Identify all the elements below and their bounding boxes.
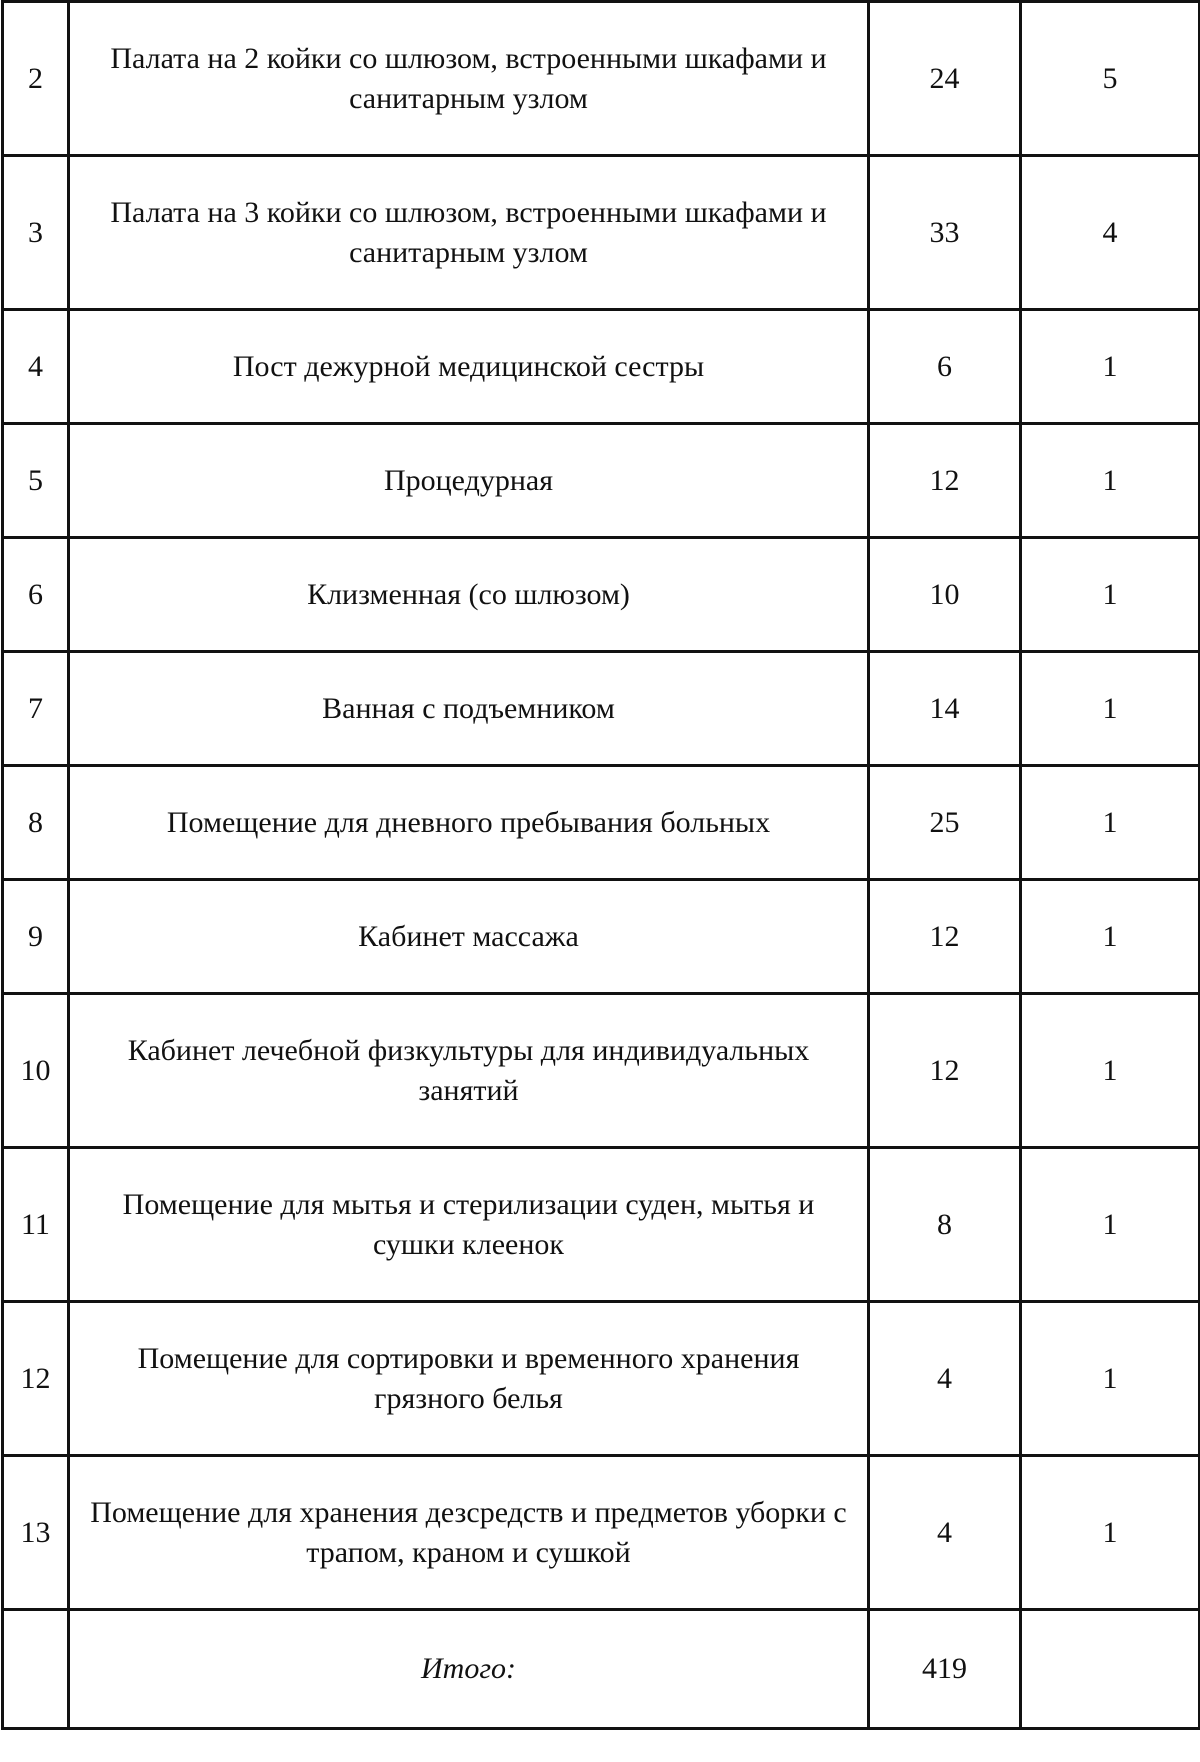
room-area: 4 xyxy=(869,1302,1021,1456)
table-row xyxy=(3,2,1200,156)
table-row xyxy=(3,1148,1200,1302)
room-area: 12 xyxy=(869,424,1021,538)
room-count: 1 xyxy=(1021,1302,1200,1456)
row-number: 3 xyxy=(3,156,69,310)
room-area: 8 xyxy=(869,1148,1021,1302)
room-name: Помещение для дневного пребывания больных xyxy=(69,766,869,880)
room-name: Палата на 3 койки со шлюзом, встроенными шкафами и санитарным узлом xyxy=(69,156,869,310)
row-number: 12 xyxy=(3,1302,69,1456)
room-count: 1 xyxy=(1021,652,1200,766)
room-area: 25 xyxy=(869,766,1021,880)
row-number: 6 xyxy=(3,538,69,652)
row-number: 7 xyxy=(3,652,69,766)
row-number: 4 xyxy=(3,310,69,424)
room-area: 12 xyxy=(869,880,1021,994)
table-row xyxy=(3,766,1200,880)
room-count: 5 xyxy=(1021,2,1200,156)
row-number: 2 xyxy=(3,2,69,156)
table-row xyxy=(3,310,1200,424)
room-name: Ванная с подъемником xyxy=(69,652,869,766)
room-count: 4 xyxy=(1021,156,1200,310)
room-count: 1 xyxy=(1021,1148,1200,1302)
total-count xyxy=(1021,1610,1200,1729)
room-name: Помещение для сортировки и временного хранения грязного белья xyxy=(69,1302,869,1456)
total-row xyxy=(3,1610,1200,1729)
total-number xyxy=(3,1610,69,1729)
room-count: 1 xyxy=(1021,994,1200,1148)
row-number: 10 xyxy=(3,994,69,1148)
room-name: Палата на 2 койки со шлюзом, встроенными шкафами и санитарным узлом xyxy=(69,2,869,156)
room-area: 24 xyxy=(869,2,1021,156)
room-name: Кабинет лечебной физкультуры для индивидуальных занятий xyxy=(69,994,869,1148)
row-number: 13 xyxy=(3,1456,69,1610)
total-label: Итого: xyxy=(69,1610,869,1729)
room-name: Кабинет массажа xyxy=(69,880,869,994)
table-row xyxy=(3,1302,1200,1456)
room-count: 1 xyxy=(1021,424,1200,538)
room-count: 1 xyxy=(1021,766,1200,880)
rooms-table xyxy=(1,0,1200,1730)
room-area: 4 xyxy=(869,1456,1021,1610)
table-row xyxy=(3,652,1200,766)
room-name: Помещение для мытья и стерилизации суден, мытья и сушки клеенок xyxy=(69,1148,869,1302)
rooms-table-body xyxy=(3,2,1200,1729)
table-row xyxy=(3,1456,1200,1610)
row-number: 11 xyxy=(3,1148,69,1302)
room-area: 14 xyxy=(869,652,1021,766)
table-row xyxy=(3,880,1200,994)
table-row xyxy=(3,538,1200,652)
table-row xyxy=(3,994,1200,1148)
room-count: 1 xyxy=(1021,310,1200,424)
room-count: 1 xyxy=(1021,880,1200,994)
room-area: 10 xyxy=(869,538,1021,652)
room-name: Процедурная xyxy=(69,424,869,538)
room-area: 33 xyxy=(869,156,1021,310)
total-area: 419 xyxy=(869,1610,1021,1729)
table-row xyxy=(3,156,1200,310)
room-area: 12 xyxy=(869,994,1021,1148)
row-number: 5 xyxy=(3,424,69,538)
room-count: 1 xyxy=(1021,1456,1200,1610)
room-name: Помещение для хранения дезсредств и предметов уборки с трапом, краном и сушкой xyxy=(69,1456,869,1610)
room-count: 1 xyxy=(1021,538,1200,652)
room-name: Пост дежурной медицинской сестры xyxy=(69,310,869,424)
row-number: 8 xyxy=(3,766,69,880)
table-row xyxy=(3,424,1200,538)
room-name: Клизменная (со шлюзом) xyxy=(69,538,869,652)
room-area: 6 xyxy=(869,310,1021,424)
row-number: 9 xyxy=(3,880,69,994)
